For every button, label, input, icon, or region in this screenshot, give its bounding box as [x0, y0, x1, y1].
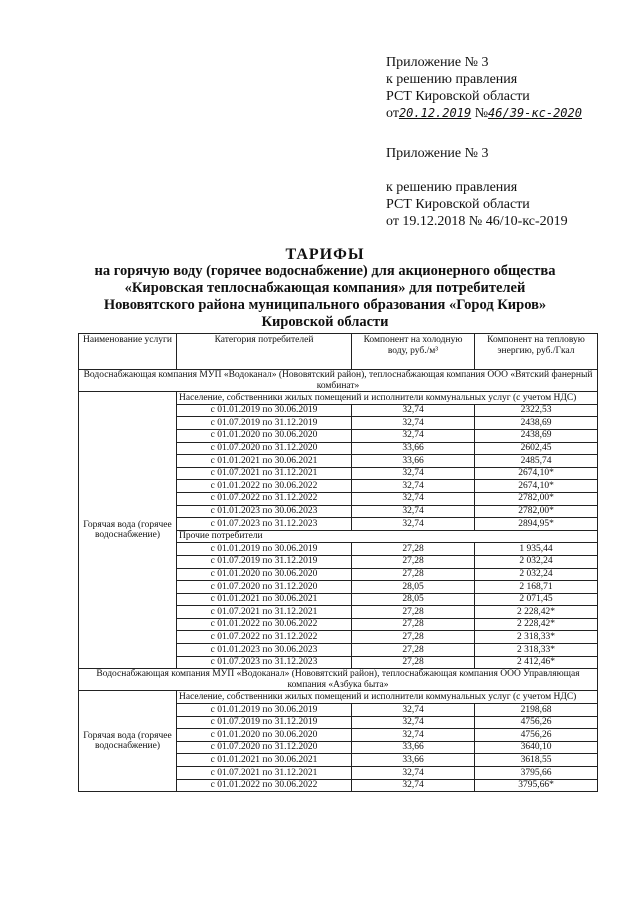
heat-cell: 4756,26	[475, 716, 598, 729]
cold-water-cell: 32,74	[352, 716, 475, 729]
cold-water-cell: 28,05	[352, 581, 475, 594]
tariffs-table	[78, 333, 598, 792]
heat-cell: 2 318,33*	[475, 644, 598, 657]
cold-water-cell: 28,05	[352, 593, 475, 606]
cold-water-cell: 27,28	[352, 644, 475, 657]
heat-cell: 2674,10*	[475, 480, 598, 493]
period-cell: с 01.01.2022 по 30.06.2022	[177, 779, 352, 792]
service-name-cell: Горячая вода (горячее водоснабжение)	[79, 392, 177, 669]
heat-cell: 3640,10	[475, 741, 598, 754]
cold-water-cell: 32,74	[352, 404, 475, 417]
period-cell: с 01.01.2020 по 30.06.2020	[177, 729, 352, 742]
period-cell: с 01.07.2021 по 31.12.2021	[177, 467, 352, 480]
appendix-current-line1: Приложение № 3	[386, 55, 489, 70]
appendix-original-line2: к решению правления	[386, 180, 518, 195]
heat-cell: 2 071,45	[475, 593, 598, 606]
cold-water-cell: 32,74	[352, 505, 475, 518]
cold-water-cell: 32,74	[352, 480, 475, 493]
handwritten-date: 20.12.2019	[398, 106, 472, 120]
cold-water-cell: 27,28	[352, 543, 475, 556]
heat-cell: 2438,69	[475, 429, 598, 442]
period-cell: с 01.07.2020 по 31.12.2020	[177, 741, 352, 754]
header-heat: Компонент на тепловую энергию, руб./Гкал	[475, 334, 598, 370]
period-cell: с 01.01.2021 по 30.06.2021	[177, 754, 352, 767]
title-line1: на горячую воду (горячее водоснабжение) для акционерного общества	[94, 263, 556, 279]
cold-water-cell: 33,66	[352, 754, 475, 767]
category-row: Население, собственники жилых помещений и исполнители коммунальных услуг (с учетом НДС)	[177, 691, 598, 704]
title-main: ТАРИФЫ	[285, 246, 365, 263]
heat-cell: 2 228,42*	[475, 618, 598, 631]
heat-cell: 1 935,44	[475, 543, 598, 556]
appendix-original-line4: от 19.12.2018 № 46/10-кс-2019	[386, 214, 568, 229]
heat-cell: 3795,66	[475, 767, 598, 780]
appendix-original-line3: РСТ Кировской области	[386, 197, 530, 212]
heat-cell: 2 412,46*	[475, 656, 598, 669]
period-cell: с 01.01.2021 по 30.06.2021	[177, 593, 352, 606]
period-cell: с 01.07.2019 по 31.12.2019	[177, 555, 352, 568]
heat-cell: 2674,10*	[475, 467, 598, 480]
heat-cell: 2 228,42*	[475, 606, 598, 619]
category-row: Прочие потребители	[177, 530, 598, 543]
period-cell: с 01.07.2021 по 31.12.2021	[177, 606, 352, 619]
period-cell: с 01.01.2022 по 30.06.2022	[177, 618, 352, 631]
period-cell: с 01.01.2023 по 30.06.2023	[177, 505, 352, 518]
tariffs-table-body	[79, 370, 598, 792]
period-cell: с 01.01.2019 по 30.06.2019	[177, 704, 352, 717]
company-row: Водоснабжающая компания МУП «Водоканал» (Нововятский район), теплоснабжающая компания ООО «Вятский фанерный комбинат»	[79, 370, 598, 392]
category-row: Население, собственники жилых помещений и исполнители коммунальных услуг (с учетом НДС)	[177, 392, 598, 405]
cold-water-cell: 27,28	[352, 618, 475, 631]
period-cell: с 01.07.2019 по 31.12.2019	[177, 716, 352, 729]
appendix-current	[386, 54, 582, 122]
period-cell: с 01.07.2021 по 31.12.2021	[177, 767, 352, 780]
period-cell: с 01.07.2020 по 31.12.2020	[177, 442, 352, 455]
title-line3: Нововятского района муниципального образования «Город Киров»	[103, 297, 547, 313]
heat-cell: 2198,68	[475, 704, 598, 717]
title-line4: Кировской области	[261, 314, 389, 330]
period-cell: с 01.01.2020 по 30.06.2020	[177, 429, 352, 442]
period-cell: с 01.07.2019 по 31.12.2019	[177, 417, 352, 430]
header-cold-water: Компонент на холодную воду, руб./м³	[352, 334, 475, 370]
period-cell: с 01.01.2020 по 30.06.2020	[177, 568, 352, 581]
cold-water-cell: 27,28	[352, 631, 475, 644]
company-row: Водоснабжающая компания МУП «Водоканал» (Нововятский район), теплоснабжающая компания ООО Управляющая компания «Азбука быта»	[79, 669, 598, 691]
cold-water-cell: 33,66	[352, 741, 475, 754]
heat-cell: 2782,00*	[475, 492, 598, 505]
appendix-original	[386, 145, 568, 230]
cold-water-cell: 27,28	[352, 656, 475, 669]
cold-water-cell: 32,74	[352, 767, 475, 780]
appendix-current-line3: РСТ Кировской области	[386, 89, 530, 104]
period-cell: с 01.07.2023 по 31.12.2023	[177, 656, 352, 669]
cold-water-cell: 32,74	[352, 729, 475, 742]
period-cell: с 01.01.2019 по 30.06.2019	[177, 404, 352, 417]
period-cell: с 01.01.2021 по 30.06.2021	[177, 455, 352, 468]
heat-cell: 3795,66*	[475, 779, 598, 792]
document-title	[60, 246, 590, 331]
cold-water-cell: 32,74	[352, 518, 475, 531]
heat-cell: 2322,53	[475, 404, 598, 417]
cold-water-cell: 32,74	[352, 779, 475, 792]
cold-water-cell: 27,28	[352, 568, 475, 581]
heat-cell: 2894,95*	[475, 518, 598, 531]
cold-water-cell: 32,74	[352, 492, 475, 505]
heat-cell: 2 032,24	[475, 568, 598, 581]
header-category: Категория потребителей	[177, 334, 352, 370]
date-prefix: от	[386, 106, 399, 121]
period-cell: с 01.01.2023 по 30.06.2023	[177, 644, 352, 657]
cold-water-cell: 32,74	[352, 467, 475, 480]
period-cell: с 01.07.2022 по 31.12.2022	[177, 492, 352, 505]
heat-cell: 2602,45	[475, 442, 598, 455]
heat-cell: 2485,74	[475, 455, 598, 468]
header-service: Наименование услуги	[79, 334, 177, 370]
heat-cell: 2782,00*	[475, 505, 598, 518]
appendix-original-line1: Приложение № 3	[386, 146, 489, 161]
cold-water-cell: 32,74	[352, 704, 475, 717]
heat-cell: 3618,55	[475, 754, 598, 767]
cold-water-cell: 33,66	[352, 442, 475, 455]
handwritten-number: 46/39-кс-2020	[488, 106, 582, 120]
cold-water-cell: 27,28	[352, 606, 475, 619]
heat-cell: 2 318,33*	[475, 631, 598, 644]
cold-water-cell: 32,74	[352, 417, 475, 430]
period-cell: с 01.07.2023 по 31.12.2023	[177, 518, 352, 531]
period-cell: с 01.01.2022 по 30.06.2022	[177, 480, 352, 493]
period-cell: с 01.07.2020 по 31.12.2020	[177, 581, 352, 594]
heat-cell: 2 168,71	[475, 581, 598, 594]
appendix-current-line2: к решению правления	[386, 72, 518, 87]
appendix-current-date-line	[386, 105, 582, 122]
heat-cell: 2 032,24	[475, 555, 598, 568]
period-cell: с 01.07.2022 по 31.12.2022	[177, 631, 352, 644]
cold-water-cell: 33,66	[352, 455, 475, 468]
service-name-cell: Горячая вода (горячее водоснабжение)	[79, 691, 177, 792]
heat-cell: 4756,26	[475, 729, 598, 742]
cold-water-cell: 27,28	[352, 555, 475, 568]
heat-cell: 2438,69	[475, 417, 598, 430]
title-line2: «Кировская теплоснабжающая компания» для потребителей	[124, 280, 526, 296]
number-prefix: №	[474, 106, 489, 121]
cold-water-cell: 32,74	[352, 429, 475, 442]
period-cell: с 01.01.2019 по 30.06.2019	[177, 543, 352, 556]
